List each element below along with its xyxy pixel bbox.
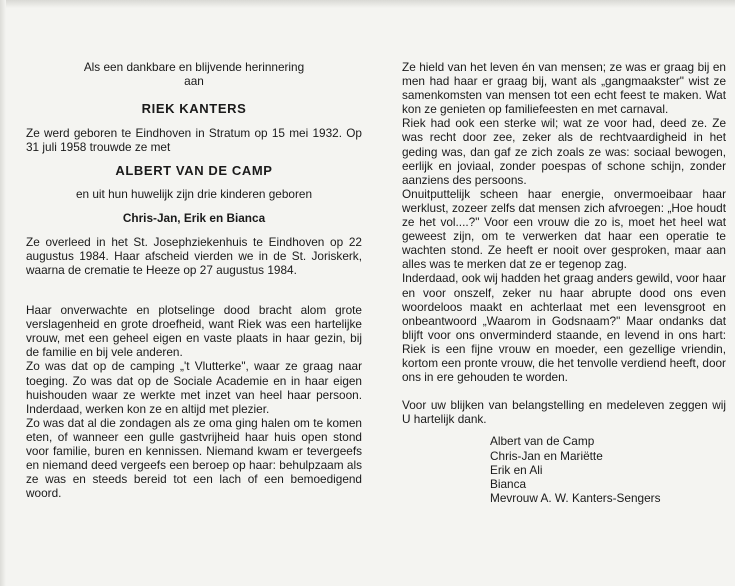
signers-list — [402, 434, 726, 505]
children-intro: en uit hun huwelijk zijn drie kinderen geboren — [75, 186, 313, 201]
right-paragraph-2: Riek had ook een sterke wil; wat ze voor had, deed ze. Ze was recht door zee, zeker als de rechtvaardigheid in het geding was, dan gaf ze zich zoals ze was: sociaal bewogen, eerlijk en joviaal, zonder poespas of schone schijn, zonder aanziens des persoons. — [402, 116, 726, 187]
signer: Bianca — [490, 476, 527, 491]
signer: Erik en Ali — [490, 462, 543, 477]
signer: Mevrouw A. W. Kanters-Sengers — [490, 491, 661, 506]
body-paragraph-2: Zo was dat op de camping „'t Vlutterke", waar ze graag naar toeging. Zo was dat op de Sociale Academie en in haar eigen huishouden waar ze werkte met inzet van heel haar persoon. Inderdaad, werken kon ze en altijd met plezier. — [26, 359, 362, 416]
right-paragraph-1: Ze hield van het leven én van mensen; ze was er graag bij en men had haar er graag bij, want als „gangmaakster" wist ze samenkomsten van mensen tot een echt feest te maken. Wat kon ze genieten op familiefeesten en met carnaval. — [402, 60, 726, 117]
right-paragraph-4: Inderdaad, ook wij hadden het graag anders gewild, voor haar en voor onszelf, zeker nu haar abrupte dood ons even woordeloos maakt en achterlaat met een levensgroot en onbeantwoord „Waarom in Godsnaam?" Maar ondanks dat blijft voor ons onverminderd staande, en levend in ons hart: Riek is een fijne vrouw en moeder, een gezellige vriendin, kortom een pronte vrouw, die het tenvolle verdiend heeft, door ons in ere gehouden te worden. — [402, 271, 726, 385]
death-paragraph: Ze overleed in het St. Josephziekenhuis te Eindhoven op 22 augustus 1984. Haar afscheid vierden we in de St. Joriskerk, waarna de crematie te Heeze op 27 augustus 1984. — [26, 234, 362, 277]
right-column — [402, 60, 726, 505]
signer: Chris-Jan en Mariëtte — [490, 448, 603, 463]
body-paragraph-1: Haar onverwachte en plotselinge dood bracht alom grote verslagenheid en grote droefheid, want Riek was een hartelijke vrouw, met een geheel eigen en vaste plaats in haar gezin, bij de familie en bij vele anderen. — [26, 303, 362, 360]
thanks-paragraph: Voor uw blijken van belangstelling en medeleven zeggen wij U hartelijk dank. — [402, 398, 726, 427]
signer: Albert van de Camp — [490, 434, 595, 449]
children-names: Chris-Jan, Erik en Bianca — [122, 210, 266, 225]
card-left-edge — [0, 0, 6, 586]
left-column — [26, 60, 362, 500]
intro-line-1: Als een dankbare en blijvende herinnering — [83, 60, 305, 74]
body-paragraph-3: Zo was dat al die zondagen als ze oma ging halen om te komen eten, of wanneer een gulle gastvrijheid haar huis open stond voor familie, buren en kennissen. Niemand kwam er tevergeefs en niemand deed vergeefs een beroep op haar: behulpzaam als ze was en steeds bereid tot een lach of een bemoedigend woord. — [26, 415, 362, 501]
right-paragraph-3: Onuitputtelijk scheen haar energie, onvermoeibaar haar werklust, zozeer zelfs dat mensen zich afvroegen: „Hoe houdt ze het vol....?" Voor een vrouw die zo is, moet het heel wat geweest zijn, om te verwerken dat haar een operatie te wachten stond. Ze heeft er nooit over gesproken, maar aan alles was te merken dat ze er tegenop zag. — [402, 186, 726, 272]
birth-paragraph: Ze werd geboren te Eindhoven in Stratum op 15 mei 1932. Op 31 juli 1958 trouwde ze met — [26, 126, 362, 155]
intro-line-2: aan — [184, 74, 204, 89]
card-top-edge — [0, 0, 735, 8]
deceased-name: RIEK KANTERS — [141, 101, 247, 117]
spouse-name: ALBERT VAN DE CAMP — [115, 163, 273, 179]
